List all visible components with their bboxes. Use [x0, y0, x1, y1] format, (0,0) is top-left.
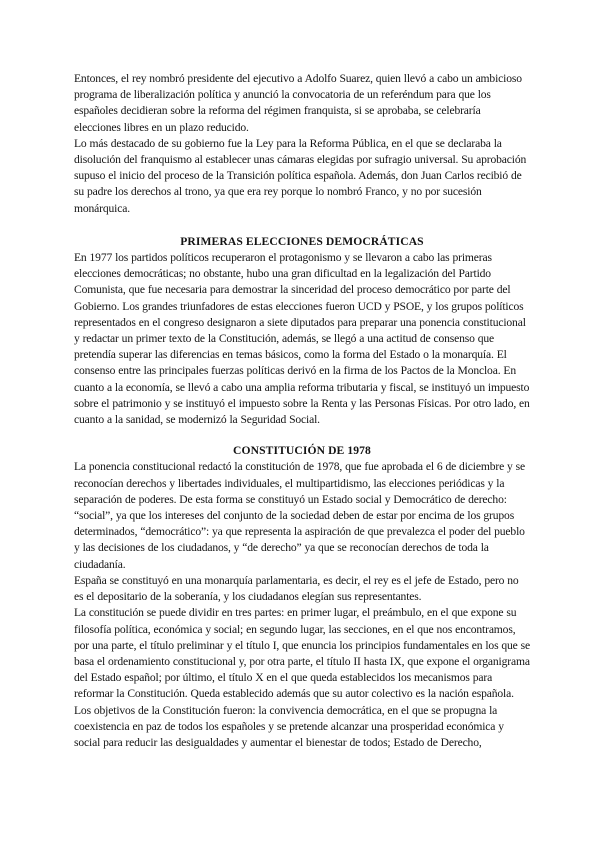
paragraph-constitucion-3: La constitución se puede dividir en tres partes: en primer lugar, el preámbulo, en el que expone su filosofía política, económica y social; en segundo lugar, las secciones, en el que nos encontramos, por una parte, el título preliminar y el título I, que enuncia los principios fundamentales en los que se basa el ordenamiento constitucional y, por otra parte, el título II hasta IX, que expone el organigrama del Estado español; por último, el título X en el que queda establecidos los mecanismos para reformar la Constitución. Queda establecido además que su autor colectivo es la nación española.: [74, 606, 530, 701]
paragraph-constitucion-2: España se constituyó en una monarquía parlamentaria, es decir, el rey es el jefe de Estado, pero no es el depositario de la soberanía, y los ciudadanos elegían sus representantes.: [74, 573, 519, 604]
paragraph-elecciones-1: En 1977 los partidos políticos recuperaron el protagonismo y se llevaron a cabo las primeras elecciones democráticas; no obstante, hubo una gran dificultad en la legalización del Partido Comunista, que fue necesaria para demostrar la sinceridad del proceso democrático por parte del Gobierno. Los grandes triunfadores de estas elecciones fueron UCD y PSOE, y los grupos políticos representados en el congreso designaron a siete diputados para preparar una ponencia constitucional y redactar un primer texto de la Constitución, además, se llegó a una actitud de consenso que pretendía superar las diferencias en temas básicos, como la forma del Estado o la monarquía. El consenso entre las principales fuerzas políticas derivó en la firma de los Pactos de la Moncloa. En cuanto a la economía, se llevó a cabo una amplia reforma tributaria y fiscal, se instituyó un impuesto sobre el patrimonio y se instituyó el impuesto sobre la Renta y las Personas Físicas. Por otro lado, en cuanto a la sanidad, se modernizó la Seguridad Social.: [74, 251, 530, 427]
section-spacer: [74, 217, 530, 234]
section-heading-elecciones: PRIMERAS ELECCIONES DEMOCRÁTICAS: [180, 234, 424, 248]
section-heading-constitucion: CONSTITUCIÓN DE 1978: [233, 444, 371, 458]
paragraph-constitucion-1: La ponencia constitucional redactó la constitución de 1978, que fue aprobada el 6 de diciembre y se reconocían derechos y libertades individuales, el multipartidismo, las elecciones periódicas y la separación de poderes. De esta forma se constituyó un Estado social y Democrático de derecho: “social”, ya que los intereses del conjunto de la sociedad deben de estar por encima de los grupos determinados, “democrático”: ya que representa la aspiración de que prevalezca el poder del pueblo y las decisiones de los ciudadanos, y “de derecho” ya que se reconocían derechos de toda la ciudadanía.: [74, 460, 525, 571]
paragraph-constitucion-4: Los objetivos de la Constitución fueron: la convivencia democrática, en el que se propugna la coexistencia en paz de todos los españoles y se pretende alcanzar una prosperidad económica y social para reducir las desigualdades y aumentar el bienestar de todos; Estado de Derecho,: [74, 703, 504, 749]
section-spacer: [74, 428, 530, 443]
paragraph-intro-1: Entonces, el rey nombró presidente del ejecutivo a Adolfo Suarez, quien llevó a cabo un ambicioso programa de liberalización política y anunció la convocatoria de un referéndum para que los españoles decidieran sobre la reforma del régimen franquista, si se aprobaba, se celebraría elecciones libres en un plazo reducido.: [74, 72, 522, 134]
paragraph-intro-2: Lo más destacado de su gobierno fue la Ley para la Reforma Pública, en el que se declaraba la disolución del franquismo al establecer unas cámaras elegidas por sufragio universal. Su aprobación supuso el inicio del proceso de la Transición política española. Además, don Juan Carlos recibió de su padre los derechos al trono, ya que era rey porque lo nombró Franco, y no por sucesión monárquica.: [74, 136, 527, 215]
